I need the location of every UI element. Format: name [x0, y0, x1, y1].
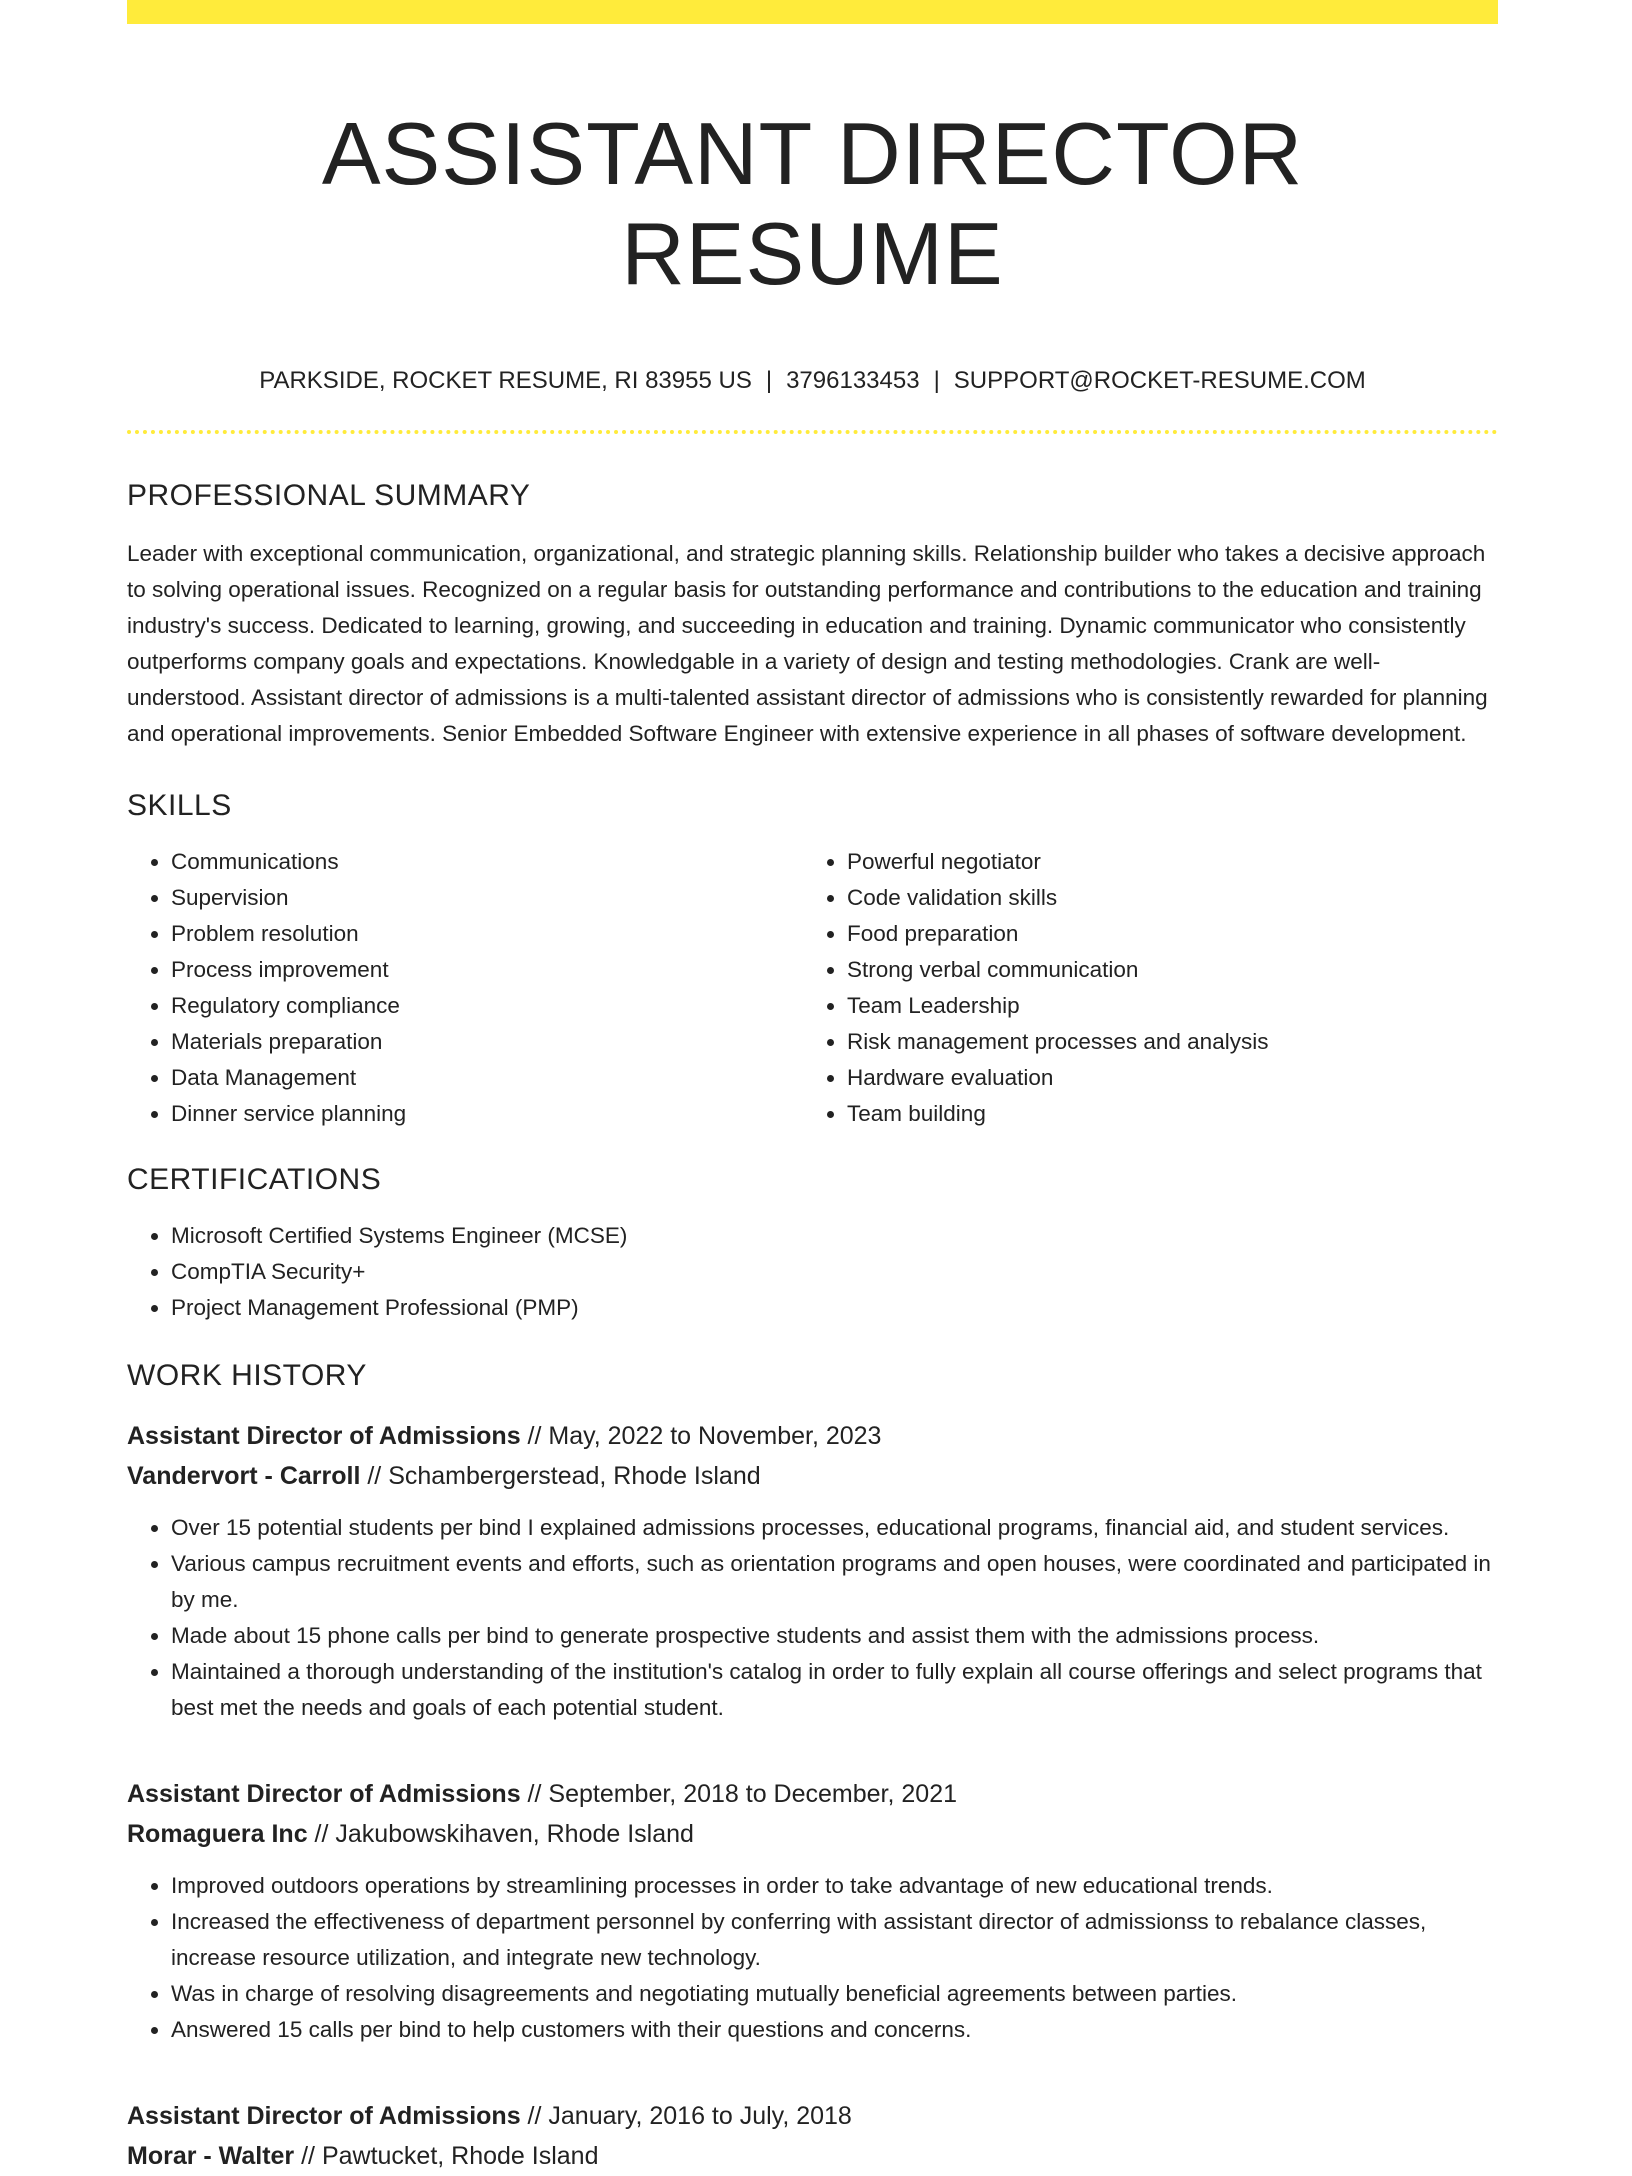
skill-item: • Materials preparation [171, 1024, 801, 1060]
skills-heading: SKILLS [127, 789, 232, 822]
job-bullet: • Various campus recruitment events and efforts, such as orientation programs and open houses, were coordinated and participated in by me. [171, 1546, 1498, 1618]
job-bullet: • Answered 15 calls per bind to help customers with their questions and concerns. [171, 2012, 1498, 2048]
certifications-list [127, 1218, 1498, 1326]
job-bullet: • Maintained a thorough understanding of the institution's catalog in order to fully explain all course offerings and select programs that best met the needs and goals of each potential student. [171, 1654, 1498, 1726]
certifications-heading: CERTIFICATIONS [127, 1163, 382, 1196]
job-title-line [127, 1416, 1498, 1456]
job-company-line [127, 1456, 1498, 1496]
resume-title: ASSISTANT DIRECTOR RESUME [321, 104, 1304, 303]
job-role: Assistant Director of Admissions [127, 1780, 521, 1808]
skills-list-right [801, 844, 1477, 1132]
work-history-list [127, 1416, 1498, 2176]
job-bullet: • Over 15 potential students per bind I explained admissions processes, educational programs, financial aid, and student services. [171, 1510, 1498, 1546]
skill-item: • Supervision [171, 880, 801, 916]
work-history-heading: WORK HISTORY [127, 1359, 367, 1392]
skill-item: • Code validation skills [847, 880, 1477, 916]
job-bullet: • Increased the effectiveness of department personnel by conferring with assistant director of admissionss to rebalance classes, increase resource utilization, and integrate new technology. [171, 1904, 1498, 1976]
job-entry [127, 1416, 1498, 1726]
skill-item: • Communications [171, 844, 801, 880]
job-entry [127, 1774, 1498, 2048]
skills-list-left [127, 844, 801, 1132]
job-bullet: • Improved outdoors operations by streamlining processes in order to take advantage of new educational trends. [171, 1868, 1498, 1904]
job-company: Romaguera Inc [127, 1820, 308, 1848]
job-bullet: • Made about 15 phone calls per bind to generate prospective students and assist them with the admissions process. [171, 1618, 1498, 1654]
job-company: Vandervort - Carroll [127, 1462, 361, 1490]
job-role: Assistant Director of Admissions [127, 2102, 521, 2130]
contact-phone: 3796133453 [786, 367, 920, 394]
summary-heading: PROFESSIONAL SUMMARY [127, 479, 531, 512]
job-company-line [127, 1814, 1498, 1854]
skill-item: • Food preparation [847, 916, 1477, 952]
job-company-line [127, 2136, 1498, 2176]
skill-item: • Team Leadership [847, 988, 1477, 1024]
resume-page [127, 0, 1498, 2176]
skill-item: • Regulatory compliance [171, 988, 801, 1024]
job-bullet-list [127, 1868, 1498, 2048]
skills-grid [127, 844, 1498, 1132]
skill-item: • Strong verbal communication [847, 952, 1477, 988]
skill-item: • Process improvement [171, 952, 801, 988]
job-location: // Pawtucket, Rhode Island [294, 2142, 599, 2170]
job-dates: // May, 2022 to November, 2023 [520, 1422, 882, 1450]
job-location: // Schambergerstead, Rhode Island [360, 1462, 761, 1490]
job-role: Assistant Director of Admissions [127, 1422, 521, 1450]
job-title-line [127, 2096, 1498, 2136]
job-location: // Jakubowskihaven, Rhode Island [307, 1820, 694, 1848]
skill-item: • Team building [847, 1096, 1477, 1132]
certification-item: • CompTIA Security+ [171, 1254, 1498, 1290]
summary-text: Leader with exceptional communication, organizational, and strategic planning skills. Relationship builder who takes a decisive approach to solving operational issues. Recognized on a regular basis for outstanding performance and contributions to the education and training industry's success. Dedicated to learning, growing, and succeeding in education and training. Dynamic communicator who consistently outperforms company goals and expectations. Knowledgable in a variety of design and testing methodologies. Crank are well-understood. Assistant director of admissions is a multi-talented assistant director of admissions who is consistently rewarded for planning and operational improvements. Senior Embedded Software Engineer with extensive experience in all phases of software development. [127, 541, 1488, 746]
certification-item: • Project Management Professional (PMP) [171, 1290, 1498, 1326]
skill-item: • Dinner service planning [171, 1096, 801, 1132]
contact-line [127, 366, 1498, 396]
contact-separator: | [765, 367, 773, 394]
contact-email: SUPPORT@ROCKET-RESUME.COM [953, 367, 1366, 394]
dotted-divider [127, 430, 1498, 434]
skill-item: • Problem resolution [171, 916, 801, 952]
contact-separator: | [933, 367, 940, 394]
skill-item: • Risk management processes and analysis [847, 1024, 1477, 1060]
job-bullet: • Was in charge of resolving disagreements and negotiating mutually beneficial agreements between parties. [171, 1976, 1498, 2012]
job-entry [127, 2096, 1498, 2176]
job-dates: // January, 2016 to July, 2018 [520, 2102, 852, 2130]
contact-address: PARKSIDE, ROCKET RESUME, RI 83955 US [259, 367, 752, 394]
job-company: Morar - Walter [127, 2142, 295, 2170]
skill-item: • Powerful negotiator [847, 844, 1477, 880]
skill-item: • Data Management [171, 1060, 801, 1096]
job-title-line [127, 1774, 1498, 1814]
job-bullet-list [127, 1510, 1498, 1726]
skill-item: • Hardware evaluation [847, 1060, 1477, 1096]
accent-bar [127, 0, 1498, 24]
certification-item: • Microsoft Certified Systems Engineer (MCSE) [171, 1218, 1498, 1254]
job-dates: // September, 2018 to December, 2021 [520, 1780, 957, 1808]
